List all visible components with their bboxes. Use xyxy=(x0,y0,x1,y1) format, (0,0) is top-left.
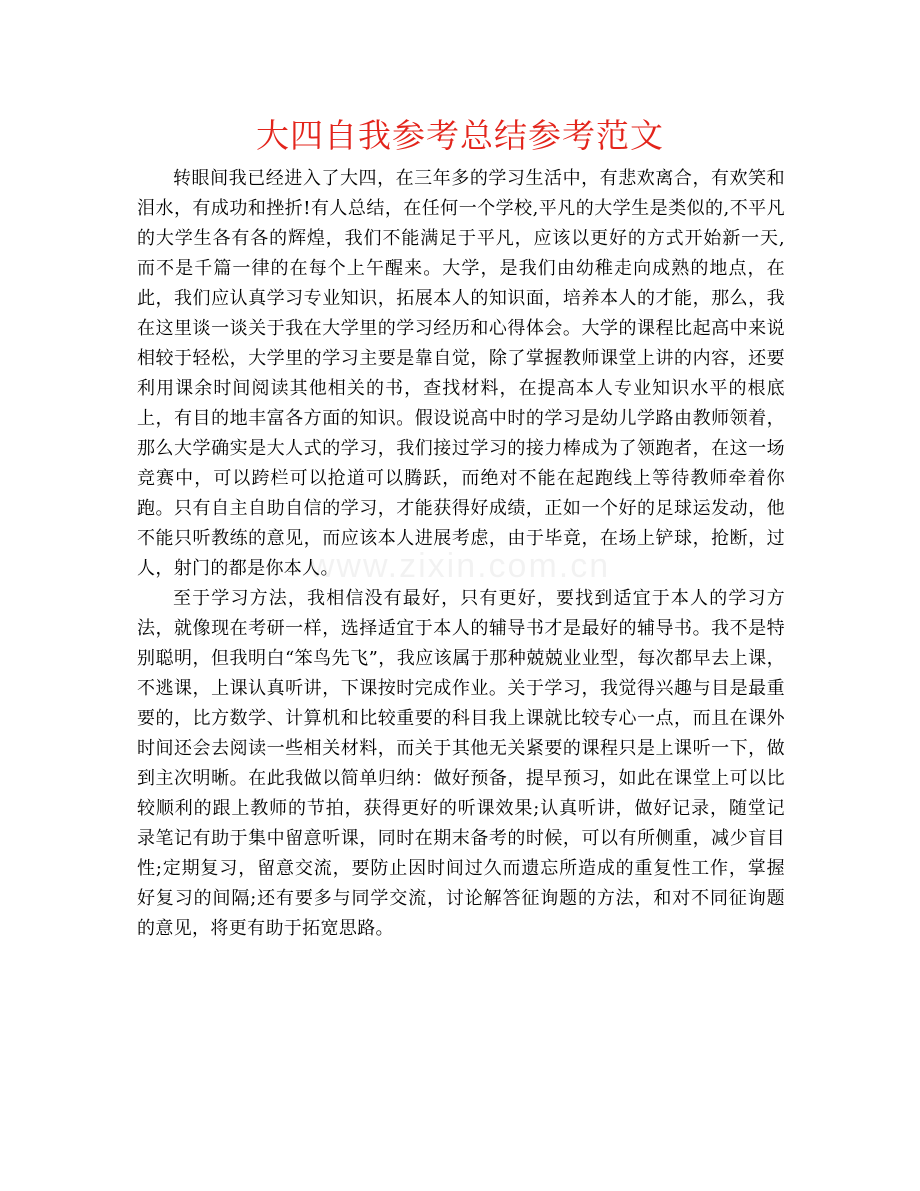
document-body xyxy=(137,164,785,944)
paragraph-1: 转眼间我已经进入了大四，在三年多的学习生活中，有悲欢离合，有欢笑和泪水，有成功和挫折!有人总结，在任何一个学校,平凡的大学生是类似的,不平凡的大学生各有各的辉煌，我们不能满足于平凡，应该以更好的方式开始新一天,而不是千篇一律的在每个上午醒来。大学，是我们由幼稚走向成熟的地点，在此，我们应认真学习专业知识，拓展本人的知识面，培养本人的才能，那么，我在这里谈一谈关于我在大学里的学习经历和心得体会。大学的课程比起高中来说相较于轻松，大学里的学习主要是靠自觉，除了掌握教师课堂上讲的内容，还要利用课余时间阅读其他相关的书，查找材料，在提高本人专业知识水平的根底上，有目的地丰富各方面的知识。假设说高中时的学习是幼儿学路由教师领着，那么大学确实是大人式的学习，我们接过学习的接力棒成为了领跑者，在这一场竞赛中，可以跨栏可以抢道可以腾跃，而绝对不能在起跑线上等待教师牵着你跑。只有自主自助自信的学习，才能获得好成绩，正如一个好的足球运发动，他不能只听教练的意见，而应该本人进展考虑，由于毕竟，在场上铲球，抢断，过人，射门的都是你本人。 xyxy=(137,168,785,579)
watermark: www.zixin.com.cn xyxy=(309,547,611,585)
document-title: 大四自我参考总结参考范文 xyxy=(256,116,664,155)
paragraph-2: 至于学习方法，我相信没有最好，只有更好，要找到适宜于本人的学习方法，就像现在考研一样，选择适宜于本人的辅导书才是最好的辅导书。我不是特别聪明，但我明白“笨鸟先飞”，我应该属于那种兢兢业业型，每次都早去上课，不逃课，上课认真听讲，下课按时完成作业。关于学习，我觉得兴趣与目是最重要的，比方数学、计算机和比较重要的科目我上课就比较专心一点，而且在课外时间还会去阅读一些相关材料，而关于其他无关紧要的课程只是上课听一下，做到主次明晰。在此我做以简单归纳：做好预备，提早预习，如此在课堂上可以比较顺利的跟上教师的节拍，获得更好的听课效果;认真听讲，做好记录，随堂记录笔记有助于集中留意听课，同时在期末备考的时候，可以有所侧重，减少盲目性;定期复习，留意交流，要防止因时间过久而遗忘所造成的重复性工作，掌握好复习的间隔;还有要多与同学交流，讨论解答征询题的方法，和对不同征询题的意见，将更有助于拓宽思路。 xyxy=(137,588,785,939)
